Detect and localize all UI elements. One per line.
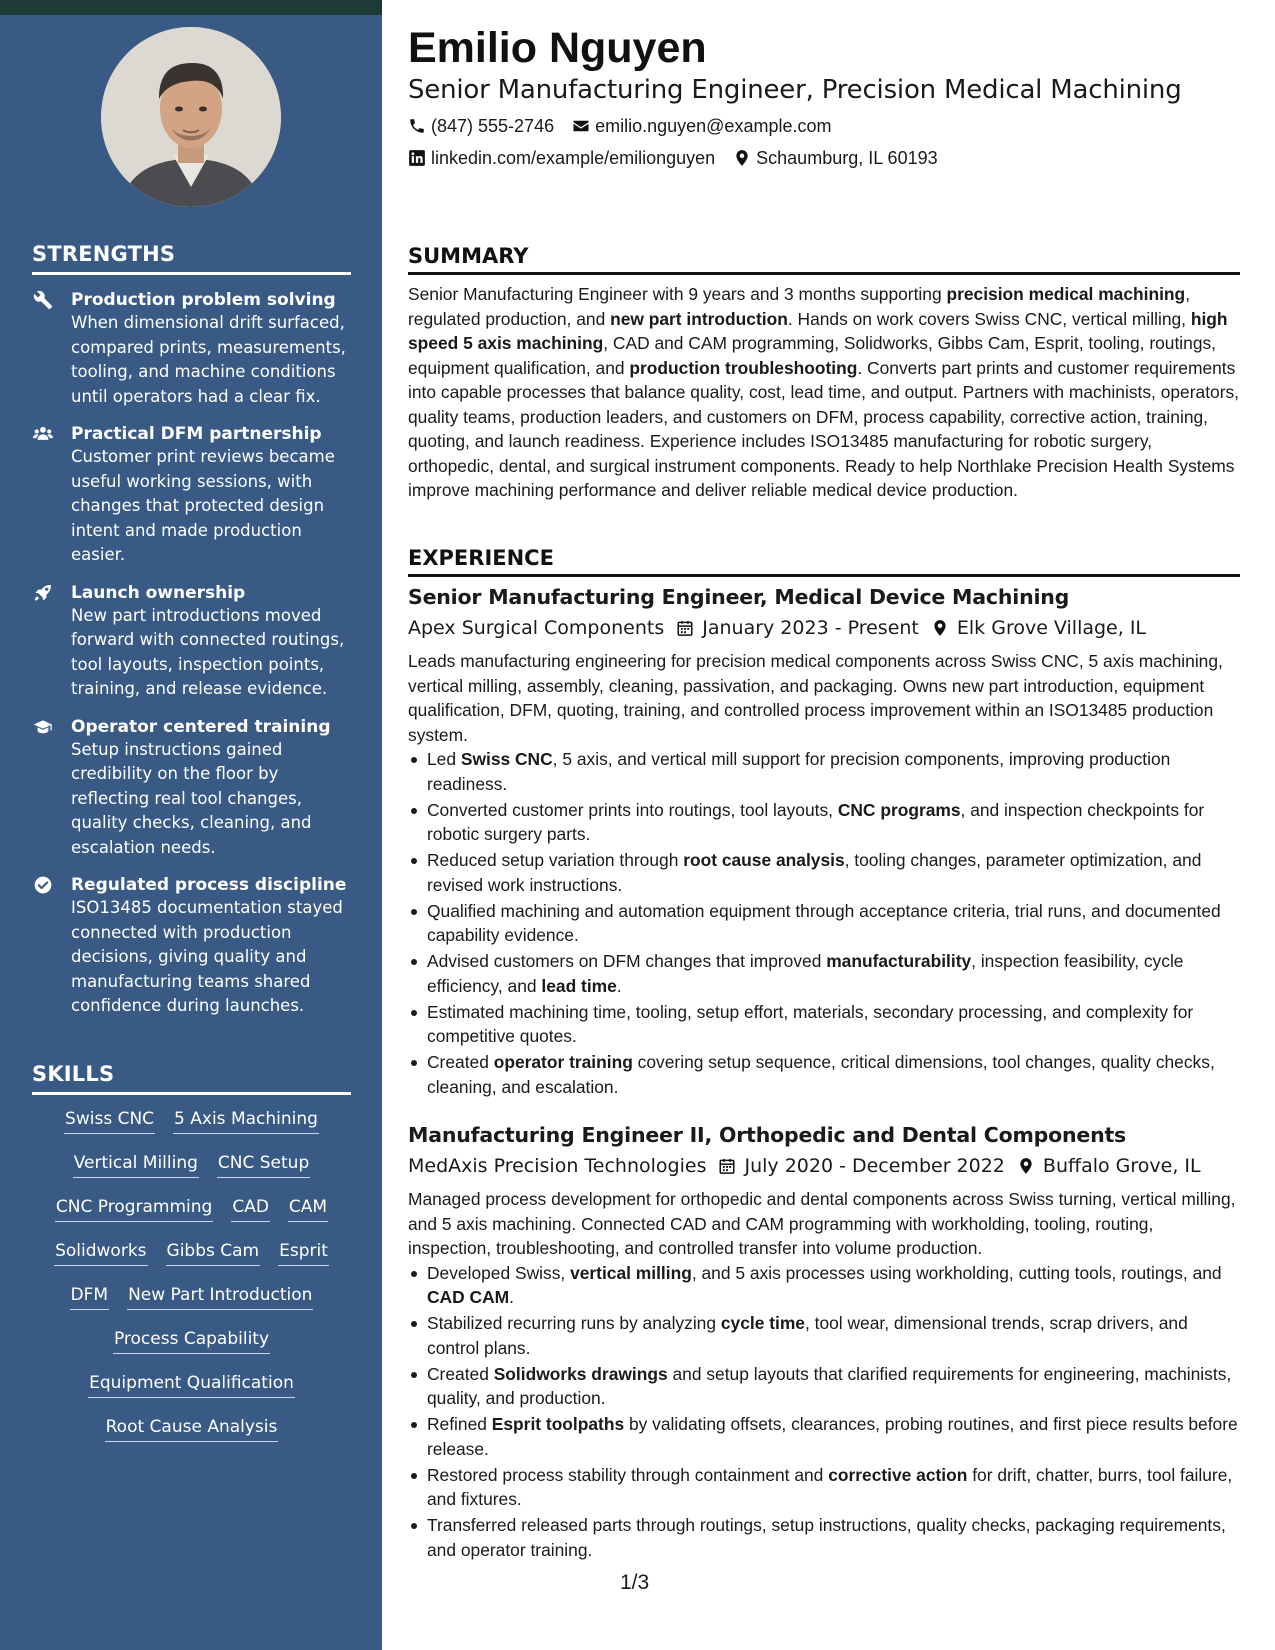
job-bullet: Transferred released parts through routings, setup instructions, quality checks, packaging requirements, and operator training.	[408, 1513, 1240, 1562]
location-contact	[733, 146, 937, 170]
job-description: Leads manufacturing engineering for precision medical components across Swiss CNC, 5 axis machining, vertical milling, assembly, cleaning, passivation, and packaging. Owns new part introduction, equipment qualification, DFM, quoting, training, and controlled process improvement within an ISO13485 production system.	[408, 651, 1223, 745]
job-meta	[408, 613, 1240, 643]
summary-segment: Senior Manufacturing Engineer with 9 years and 3 months supporting	[408, 284, 947, 304]
location-text: Schaumburg, IL 60193	[756, 148, 938, 168]
summary-highlight: high speed 5 axis machining	[408, 308, 1228, 353]
strength-text: New part introductions moved forward with connected routings, tool layouts, inspection points, training, and release evidence.	[71, 605, 345, 698]
strength-item	[32, 874, 357, 1019]
skill-tag: Process Capability	[113, 1328, 270, 1354]
job-bullets	[408, 747, 1240, 1099]
sidebar-top-bar	[0, 0, 382, 15]
skill-tag: CAD	[231, 1196, 270, 1222]
linkedin-url: linkedin.com/example/emilionguyen	[431, 148, 716, 168]
job-dates	[718, 1151, 1004, 1181]
summary-segment: , CAD and CAM programming, Solidworks, Gibbs Cam, Esprit, tooling, routings, equipment qualification, and	[408, 333, 1217, 378]
job-bullet: Qualified machining and automation equipment through acceptance criteria, trial runs, and documented capability evidence.	[408, 899, 1240, 948]
phone-icon	[408, 117, 426, 135]
strengths-heading: STRENGTHS	[32, 242, 351, 275]
strength-title: Launch ownership	[71, 582, 246, 603]
job-entry	[408, 1121, 1240, 1564]
summary-heading: SUMMARY	[408, 243, 1240, 275]
job-bullet: Reduced setup variation through root cause analysis, tooling changes, parameter optimization, and revised work instructions.	[408, 848, 1240, 897]
strength-text: ISO13485 documentation stayed connected with production decisions, giving quality and manufacturing teams shared confidence during launches.	[71, 898, 343, 1015]
skill-tag: DFM	[70, 1284, 110, 1310]
skill-tag: CNC Setup	[217, 1152, 310, 1178]
job-location	[931, 613, 1146, 643]
strength-item	[32, 423, 357, 568]
job-bullet: Created operator training covering setup sequence, critical dimensions, tool changes, quality checks, cleaning, and escalation.	[408, 1050, 1240, 1099]
portrait-photo-icon	[101, 27, 281, 207]
skills-heading: SKILLS	[32, 1062, 351, 1095]
profile-photo	[101, 27, 281, 207]
job-dates-text: July 2020 - December 2022	[744, 1155, 1005, 1177]
page-number: 1/3	[620, 1571, 650, 1594]
skill-tag: Solidworks	[54, 1240, 147, 1266]
strength-title: Practical DFM partnership	[71, 424, 322, 444]
strength-title: Regulated process discipline	[71, 875, 347, 895]
sidebar	[0, 0, 382, 1650]
strengths-list	[32, 289, 357, 1033]
job-description: Managed process development for orthopedic and dental components across Swiss turning, vertical milling, and 5 axis machining. Connected CAD and CAM programming with workholding, tooling, routing, inspection, troubleshooting, and controlled transfer into volume production.	[408, 1189, 1236, 1258]
job-dates	[676, 613, 919, 643]
skill-tag: Equipment Qualification	[88, 1372, 295, 1398]
job-title: Manufacturing Engineer II, Orthopedic and Dental Components	[408, 1123, 1127, 1147]
users-icon	[32, 424, 54, 444]
skill-tag: CNC Programming	[55, 1196, 213, 1222]
company-name: Apex Surgical Components	[408, 617, 665, 639]
strength-text: When dimensional drift surfaced, compared prints, measurements, tooling, and machine conditions until operators had a clear fix.	[71, 313, 346, 406]
map-pin-icon	[1017, 1157, 1035, 1175]
job-bullets	[408, 1261, 1240, 1563]
job-entry	[408, 583, 1240, 1101]
email-contact[interactable]	[572, 114, 831, 138]
strength-text: Setup instructions gained credibility on the floor by reflecting real tool changes, quality checks, cleaning, and escalation needs.	[71, 739, 312, 857]
company-name: MedAxis Precision Technologies	[408, 1155, 707, 1177]
experience-heading: EXPERIENCE	[408, 545, 1240, 577]
summary-highlight: new part introduction	[610, 308, 788, 329]
job-location-text: Buffalo Grove, IL	[1042, 1155, 1201, 1177]
skill-tag: Root Cause Analysis	[105, 1416, 279, 1442]
calendar-icon	[718, 1157, 736, 1175]
contact-row	[408, 146, 1240, 170]
job-bullet: Converted customer prints into routings, tool layouts, CNC programs, and inspection checkpoints for robotic surgery parts.	[408, 798, 1240, 847]
phone-number: (847) 555-2746	[431, 116, 555, 136]
job-bullet: Developed Swiss, vertical milling, and 5 axis processes using workholding, cutting tools, routings, and CAD CAM.	[408, 1261, 1240, 1310]
summary-segment: . Converts part prints and customer requirements into capable processes that balance quality, cost, lead time, and output. Partners with machinists, operators, quality teams, production leaders, and customers on DFM, process capability, corrective action, training, quoting, and launch readiness. Experience includes ISO13485 manufacturing for robotic surgery, orthopedic, dental, and surgical instrument components. Ready to help Northlake Precision Health Systems improve machining performance and deliver reliable medical device production.	[408, 357, 1240, 500]
strength-item	[32, 289, 357, 409]
envelope-icon	[572, 117, 590, 135]
email-address: emilio.nguyen@example.com	[595, 116, 832, 136]
job-bullet: Advised customers on DFM changes that improved manufacturability, inspection feasibility, cycle efficiency, and lead time.	[408, 949, 1240, 998]
strength-title: Production problem solving	[71, 290, 336, 310]
job-dates-text: January 2023 - Present	[702, 617, 919, 639]
contact-row	[408, 114, 1240, 138]
job-bullet: Refined Esprit toolpaths by validating offsets, clearances, probing routines, and first piece results before release.	[408, 1412, 1240, 1461]
strength-title: Operator centered training	[71, 716, 331, 737]
rocket-icon	[32, 583, 54, 603]
calendar-icon	[676, 619, 694, 637]
phone-contact[interactable]	[408, 114, 554, 138]
candidate-headline: Senior Manufacturing Engineer, Precision Medical Machining	[408, 75, 1182, 105]
graduation-cap-icon	[32, 717, 54, 737]
map-pin-icon	[931, 619, 949, 637]
job-location-text: Elk Grove Village, IL	[956, 617, 1147, 639]
skill-tag: New Part Introduction	[127, 1284, 313, 1310]
candidate-name: Emilio Nguyen	[408, 24, 707, 72]
linkedin-contact[interactable]	[408, 146, 715, 170]
header	[408, 22, 1240, 170]
strength-item	[32, 716, 357, 861]
check-circle-icon	[32, 875, 54, 895]
summary-highlight: precision medical machining	[946, 284, 1186, 304]
job-bullet: Estimated machining time, tooling, setup effort, materials, secondary processing, and complexity for competitive quotes.	[408, 1000, 1240, 1049]
linkedin-icon	[408, 149, 426, 167]
job-bullet: Led Swiss CNC, 5 axis, and vertical mill support for precision components, improving production readiness.	[408, 747, 1240, 796]
job-title: Senior Manufacturing Engineer, Medical Device Machining	[408, 585, 1070, 609]
summary-highlight: production troubleshooting	[629, 357, 858, 378]
skill-tag: 5 Axis Machining	[173, 1108, 319, 1134]
strength-item	[32, 582, 357, 702]
wrench-icon	[32, 290, 54, 310]
job-location	[1017, 1151, 1201, 1181]
map-pin-icon	[733, 149, 751, 167]
job-bullet: Stabilized recurring runs by analyzing cycle time, tool wear, dimensional trends, scrap drivers, and control plans.	[408, 1311, 1240, 1360]
job-bullet: Created Solidworks drawings and setup layouts that clarified requirements for engineering, machinists, quality, and production.	[408, 1362, 1240, 1411]
skill-tag: CAM	[288, 1196, 328, 1222]
job-meta	[408, 1151, 1240, 1181]
summary-segment: . Hands on work covers Swiss CNC, vertical milling,	[787, 308, 1191, 329]
summary-text	[408, 282, 1240, 503]
skill-tag: Swiss CNC	[64, 1108, 155, 1134]
strength-text: Customer print reviews became useful working sessions, with changes that protected design intent and made production easier.	[71, 447, 335, 564]
job-bullet: Restored process stability through containment and corrective action for drift, chatter, burrs, tool failure, and fixtures.	[408, 1463, 1240, 1512]
skills-list	[32, 1108, 351, 1442]
skill-tag: Gibbs Cam	[166, 1240, 261, 1266]
summary-segment: , regulated production, and	[408, 284, 1191, 329]
skill-tag: Vertical Milling	[73, 1152, 199, 1178]
skill-tag: Esprit	[278, 1240, 329, 1266]
